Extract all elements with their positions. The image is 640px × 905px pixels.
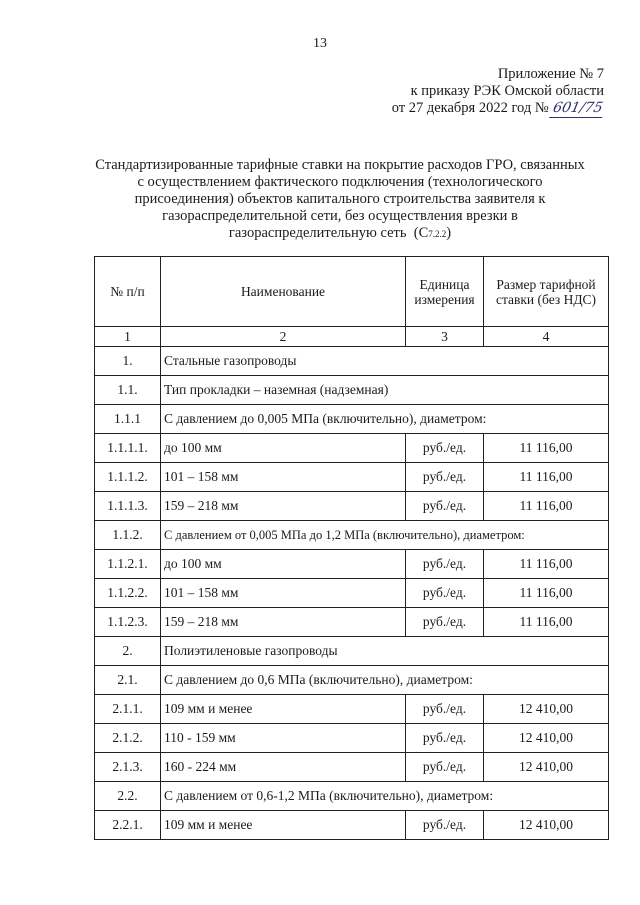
column-index: 1 <box>95 327 161 347</box>
item-name: до 100 мм <box>161 550 406 579</box>
section-title: С давлением до 0,005 МПа (включительно), диаметром: <box>161 405 609 434</box>
table-row <box>95 434 609 463</box>
item-name: 160 - 224 мм <box>161 753 406 782</box>
item-unit: руб./ед. <box>406 463 484 492</box>
table-row <box>95 608 609 637</box>
table-header-row <box>95 257 609 327</box>
item-rate: 11 116,00 <box>484 463 609 492</box>
row-number: 2.2.1. <box>95 811 161 840</box>
table-row <box>95 550 609 579</box>
item-name: 159 – 218 мм <box>161 492 406 521</box>
row-number: 1.1.2.3. <box>95 608 161 637</box>
item-name: до 100 мм <box>161 434 406 463</box>
row-number: 2.2. <box>95 782 161 811</box>
title-line-3: присоединения) объектов капитального строительства заявителя к <box>134 191 546 207</box>
appendix-block <box>392 66 604 118</box>
item-name: 101 – 158 мм <box>161 463 406 492</box>
item-rate: 11 116,00 <box>484 492 609 521</box>
section-title: Тип прокладки – наземная (надземная) <box>161 376 609 405</box>
page-number: 13 <box>313 36 327 51</box>
row-number: 1.1.1.3. <box>95 492 161 521</box>
title-line-5 <box>70 225 610 243</box>
table-section-row <box>95 376 609 405</box>
tariff-rates-table <box>94 256 609 840</box>
appendix-date-line <box>392 100 604 118</box>
title-line-2: с осуществлением фактического подключения (технологического <box>137 174 543 190</box>
item-unit: руб./ед. <box>406 579 484 608</box>
row-number: 1.1.1.2. <box>95 463 161 492</box>
header-rate: Размер тарифной ставки (без НДС) <box>484 257 609 327</box>
row-number: 2.1.1. <box>95 695 161 724</box>
title-line-1: Стандартизированные тарифные ставки на покрытие расходов ГРО, связанных <box>95 157 585 173</box>
row-number: 2.1. <box>95 666 161 695</box>
section-title: С давлением от 0,6-1,2 МПа (включительно), диаметром: <box>161 782 609 811</box>
table-row <box>95 724 609 753</box>
rate-symbol-close: ) <box>446 225 452 241</box>
header-num: № п/п <box>95 257 161 327</box>
table-row <box>95 579 609 608</box>
item-unit: руб./ед. <box>406 811 484 840</box>
section-title: С давлением от 0,005 МПа до 1,2 МПа (включительно), диаметром: <box>161 521 609 550</box>
table-section-row <box>95 521 609 550</box>
item-unit: руб./ед. <box>406 695 484 724</box>
table-row <box>95 463 609 492</box>
item-rate: 12 410,00 <box>484 753 609 782</box>
row-number: 1.1.1 <box>95 405 161 434</box>
item-rate: 12 410,00 <box>484 811 609 840</box>
item-unit: руб./ед. <box>406 550 484 579</box>
header-name: Наименование <box>161 257 406 327</box>
row-number: 1.1.2.1. <box>95 550 161 579</box>
row-number: 1.1.2. <box>95 521 161 550</box>
item-unit: руб./ед. <box>406 753 484 782</box>
row-number: 1.1. <box>95 376 161 405</box>
column-index: 3 <box>406 327 484 347</box>
section-title: С давлением до 0,6 МПа (включительно), диаметром: <box>161 666 609 695</box>
item-rate: 12 410,00 <box>484 695 609 724</box>
appendix-date: от 27 декабря 2022 год № <box>391 100 549 116</box>
header-unit: Единица измерения <box>406 257 484 327</box>
item-unit: руб./ед. <box>406 724 484 753</box>
column-index: 4 <box>484 327 609 347</box>
item-rate: 12 410,00 <box>484 724 609 753</box>
table-section-row <box>95 405 609 434</box>
table-row <box>95 492 609 521</box>
item-name: 109 мм и менее <box>161 695 406 724</box>
rate-symbol-subscript: 7.2.2 <box>428 229 447 239</box>
row-number: 2.1.2. <box>95 724 161 753</box>
title-line-5-text: газораспределительную сеть <box>228 225 407 241</box>
row-number: 2.1.3. <box>95 753 161 782</box>
table-section-row <box>95 782 609 811</box>
rate-symbol <box>414 225 451 241</box>
document-title <box>70 157 610 243</box>
item-unit: руб./ед. <box>406 608 484 637</box>
table-body <box>95 347 609 840</box>
item-rate: 11 116,00 <box>484 608 609 637</box>
row-number: 2. <box>95 637 161 666</box>
table-row <box>95 695 609 724</box>
item-name: 159 – 218 мм <box>161 608 406 637</box>
item-name: 101 – 158 мм <box>161 579 406 608</box>
appendix-title: Приложение № 7 <box>497 66 604 82</box>
section-title: Полиэтиленовые газопроводы <box>161 637 609 666</box>
rate-symbol-main: (С <box>413 225 429 241</box>
item-name: 110 - 159 мм <box>161 724 406 753</box>
row-number: 1. <box>95 347 161 376</box>
row-number: 1.1.1.1. <box>95 434 161 463</box>
item-name: 109 мм и менее <box>161 811 406 840</box>
table-section-row <box>95 347 609 376</box>
table-row <box>95 753 609 782</box>
table-section-row <box>95 666 609 695</box>
row-number: 1.1.2.2. <box>95 579 161 608</box>
column-index-row <box>95 327 609 347</box>
column-index: 2 <box>161 327 406 347</box>
table-row <box>95 811 609 840</box>
item-rate: 11 116,00 <box>484 579 609 608</box>
item-unit: руб./ед. <box>406 492 484 521</box>
item-unit: руб./ед. <box>406 434 484 463</box>
title-line-4: газораспределительной сети, без осуществления врезки в <box>162 208 518 224</box>
table-section-row <box>95 637 609 666</box>
appendix-order-ref: к приказу РЭК Омской области <box>410 83 604 99</box>
section-title: Стальные газопроводы <box>161 347 609 376</box>
handwritten-order-number: 601/75 <box>549 100 606 118</box>
item-rate: 11 116,00 <box>484 550 609 579</box>
item-rate: 11 116,00 <box>484 434 609 463</box>
